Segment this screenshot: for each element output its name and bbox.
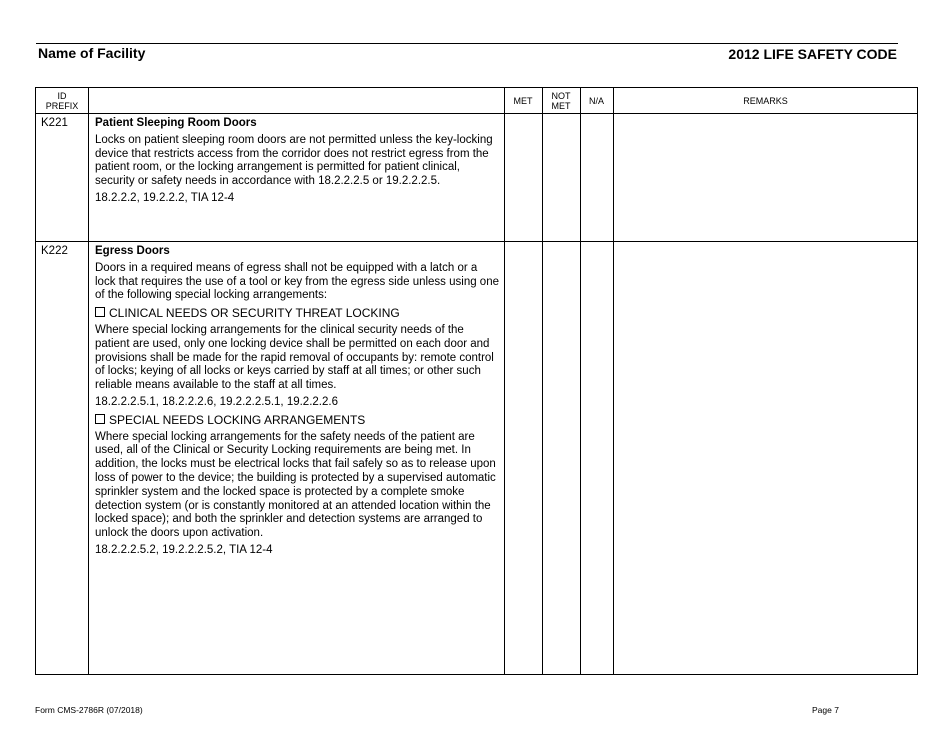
option-label: CLINICAL NEEDS OR SECURITY THREAT LOCKING — [109, 306, 400, 321]
form-number: Form CMS-2786R (07/2018) — [35, 705, 143, 715]
row-id-k222: K222 — [41, 245, 68, 257]
column-header-met: MET — [513, 96, 533, 106]
option-references: 18.2.2.2.5.2, 19.2.2.2.5.2, TIA 12-4 — [95, 543, 273, 556]
item-intro: Doors in a required means of egress shall not be equipped with a latch or a lock that requires the use of a tool or key from the egress side unless using one of the following special locking arrangements: — [95, 261, 499, 302]
option-text: Where special locking arrangements for the clinical security needs of the patient are used, only one locking device shall be permitted on each door and provisions shall be made for the rapid removal of occupants by: remote control of locks; keying of all locks or keys carried by staff at all times; or other such reliable means available to the staff at all times. — [95, 323, 494, 392]
option-text: Where special locking arrangements for the safety needs of the patient are used, all of the Clinical or Security Locking requirements are being met. In addition, the locks must be electrical locks that fail safely so as to release upon loss of power to the device; the building is protected by a supervised automatic sprinkler system and the locked space is protected by a complete smoke detection system (or is constantly monitored at an attended location within the locked space); and both the sprinkler and detection systems are arranged to unlock the doors upon activation. — [95, 430, 496, 540]
checkbox-icon[interactable] — [95, 414, 105, 424]
item-title: Patient Sleeping Room Doors — [95, 117, 257, 129]
row-content-k221 — [95, 117, 500, 209]
row-content-k222 — [95, 245, 500, 561]
column-divider — [504, 88, 505, 674]
row-divider — [36, 241, 917, 242]
facility-name-label: Name of Facility — [38, 45, 146, 61]
option-label: SPECIAL NEEDS LOCKING ARRANGEMENTS — [109, 412, 366, 427]
column-header-remarks: REMARKS — [743, 96, 788, 106]
item-title: Egress Doors — [95, 245, 170, 257]
option-clinical-needs[interactable] — [95, 307, 500, 321]
row-id-k221: K221 — [41, 117, 68, 129]
column-header-not-met: NOT MET — [551, 91, 571, 111]
code-title: 2012 LIFE SAFETY CODE — [728, 46, 897, 62]
column-divider — [580, 88, 581, 674]
checkbox-icon[interactable] — [95, 307, 105, 317]
column-divider — [542, 88, 543, 674]
item-text: Locks on patient sleeping room doors are not permitted unless the key-locking device that restricts access from the corridor does not restrict egress from the patient room, or the locking arrangement is permitted for patient clinical, security or safety needs in accordance with 18.2.2.2.5 or 19.2.2.2.5. — [95, 133, 493, 188]
option-special-needs[interactable] — [95, 414, 500, 428]
column-divider — [613, 88, 614, 674]
page-number: Page 7 — [812, 705, 839, 715]
column-header-na: N/A — [588, 96, 604, 106]
column-header-id: ID PREFIX — [45, 91, 79, 111]
header-row-divider — [36, 113, 917, 114]
header-rule — [36, 43, 898, 44]
column-divider — [88, 88, 89, 674]
item-references: 18.2.2.2, 19.2.2.2, TIA 12-4 — [95, 191, 235, 204]
checklist-table — [35, 87, 918, 675]
option-references: 18.2.2.2.5.1, 18.2.2.2.6, 19.2.2.2.5.1, 19.2.2.2.6 — [95, 395, 338, 408]
